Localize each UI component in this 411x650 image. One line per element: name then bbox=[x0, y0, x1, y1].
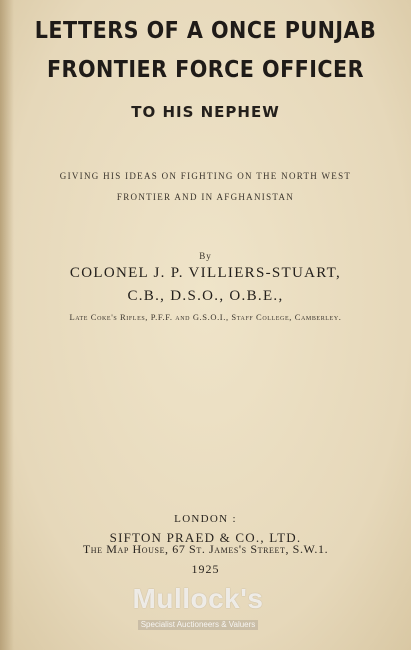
book-title-line-2: FRONTIER FORCE OFFICER bbox=[46, 57, 365, 83]
auctioneer-watermark bbox=[126, 583, 270, 629]
imprint-city: LONDON : bbox=[174, 513, 237, 525]
imprint-publisher: SIFTON PRAED & CO., LTD. bbox=[109, 530, 302, 545]
imprint-year: 1925 bbox=[191, 562, 220, 576]
author-affiliation: Late Coke's Rifles, P.F.F. and G.S.O.I., Staff College, Camberley. bbox=[69, 312, 342, 322]
description-line-1: GIVING HIS IDEAS ON FIGHTING ON THE NORTH WEST bbox=[59, 171, 352, 181]
by-label: By bbox=[199, 251, 212, 261]
book-subtitle: TO HIS NEPHEW bbox=[131, 103, 280, 121]
description-line-2: FRONTIER AND IN AFGHANISTAN bbox=[116, 192, 295, 202]
watermark-tagline: Specialist Auctioneers & Valuers bbox=[138, 620, 259, 630]
imprint-address: The Map House, 67 St. James's Street, S.W.1. bbox=[82, 542, 329, 556]
watermark-name: Mullock's bbox=[132, 583, 264, 614]
book-title-line-1: LETTERS OF A ONCE PUNJAB bbox=[34, 18, 377, 44]
author-name: COLONEL J. P. VILLIERS-STUART, bbox=[69, 265, 342, 281]
author-honours: C.B., D.S.O., O.B.E., bbox=[127, 288, 284, 304]
